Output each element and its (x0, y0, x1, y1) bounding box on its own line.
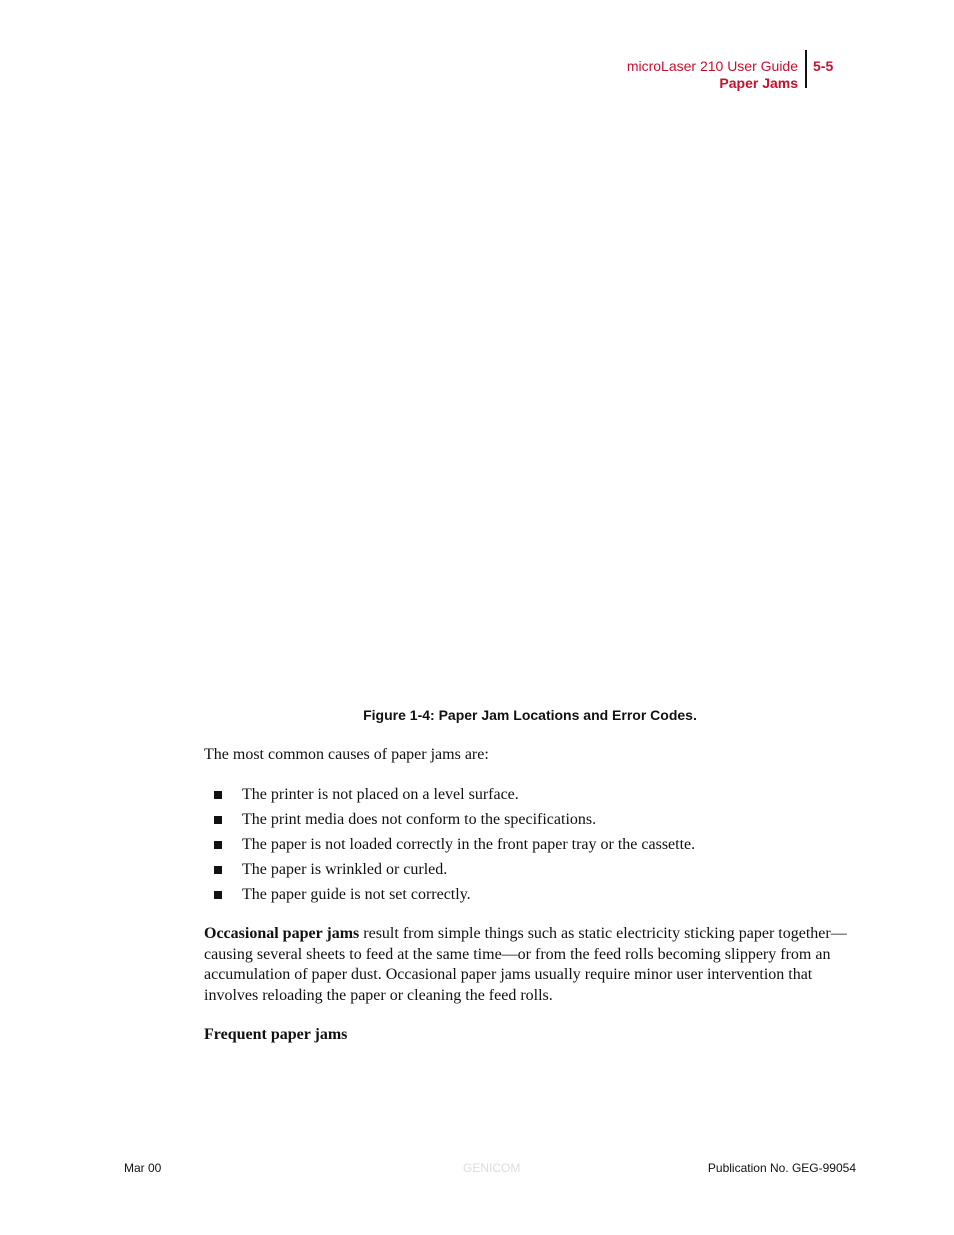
header-divider (805, 50, 807, 88)
footer-publication: Publication No. GEG-99054 (707, 1161, 856, 1175)
list-item: The paper is wrinkled or curled. (204, 860, 695, 885)
intro-paragraph: The most common causes of paper jams are: (204, 746, 489, 763)
footer-date: Mar 00 (124, 1161, 162, 1175)
footer-watermark: GENICOM (463, 1161, 521, 1175)
figure-caption: Figure 1-4: Paper Jam Locations and Error Codes. (363, 707, 697, 723)
frequent-term: Frequent paper jams (204, 1026, 348, 1043)
bullet-icon (214, 841, 222, 849)
bullet-icon (214, 816, 222, 824)
list-item: The paper guide is not set correctly. (204, 885, 695, 910)
list-item: The print media does not conform to the specifications. (204, 810, 695, 835)
section-title: Paper Jams (719, 75, 798, 91)
occasional-term: Occasional paper jams (204, 925, 360, 942)
occasional-jams-paragraph (204, 924, 860, 1006)
running-header (627, 58, 798, 92)
causes-list (204, 785, 695, 910)
page-number: 5-5 (813, 58, 834, 74)
guide-title: microLaser 210 User Guide (626, 58, 798, 74)
bullet-icon (214, 891, 222, 899)
bullet-icon (214, 866, 222, 874)
list-item: The printer is not placed on a level surface. (204, 785, 695, 810)
bullet-icon (214, 791, 222, 799)
occasional-text: result from simple things such as static electricity sticking paper together—causing several sheets to feed at the same time—or from the feed rolls becoming slippery from an accumulation of paper dust. Occasional paper jams usually require minor user intervention that involves reloading the paper or cleaning the feed rolls. (204, 925, 847, 1004)
frequent-jams-heading (204, 1025, 860, 1046)
list-item: The paper is not loaded correctly in the front paper tray or the cassette. (204, 835, 695, 860)
